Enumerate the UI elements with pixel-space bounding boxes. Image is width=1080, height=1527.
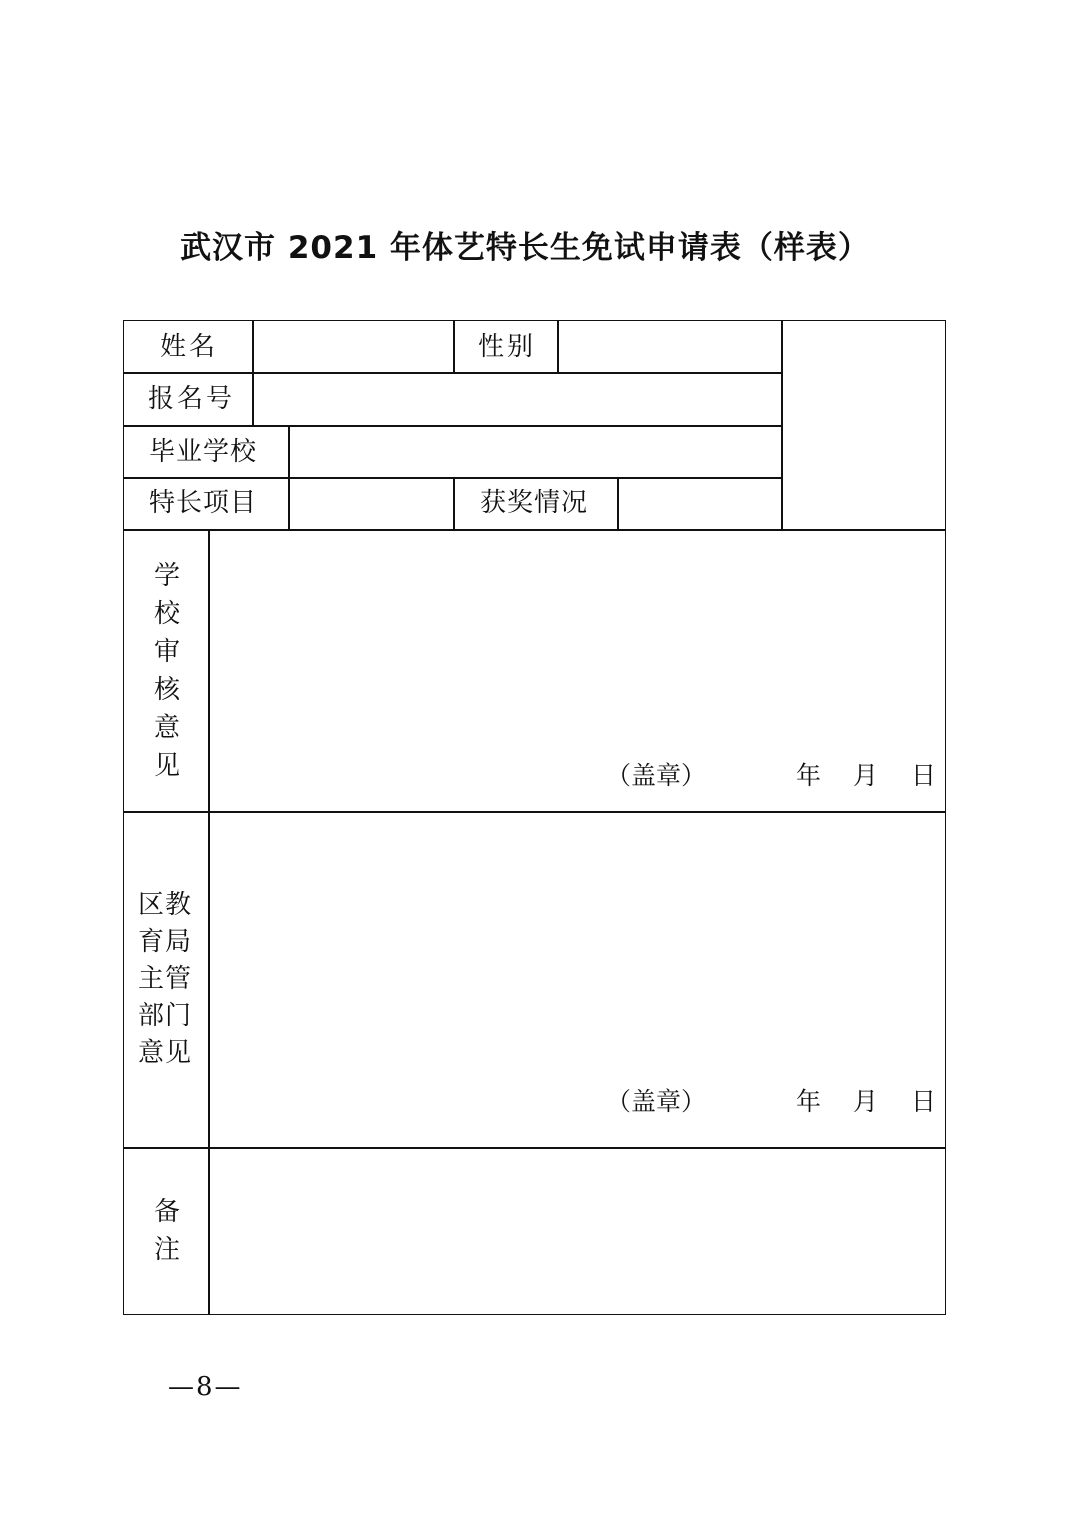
district-stamp-text: （盖章） bbox=[606, 1087, 707, 1116]
gender-field[interactable] bbox=[559, 321, 780, 372]
registration-number-label: 报名号 bbox=[148, 384, 236, 414]
photo-box[interactable] bbox=[783, 321, 945, 528]
district-day-text: 日 bbox=[911, 1087, 937, 1116]
district-month-text: 月 bbox=[853, 1087, 879, 1116]
school-field[interactable] bbox=[290, 427, 780, 477]
district-review-label: 区教 育局 主管 部门 意见 bbox=[138, 890, 193, 1068]
specialty-field[interactable] bbox=[290, 479, 452, 529]
name-field[interactable] bbox=[254, 321, 452, 372]
registration-number-field[interactable] bbox=[254, 374, 780, 425]
school-stamp-text: （盖章） bbox=[606, 761, 707, 790]
specialty-label: 特长项目 bbox=[149, 488, 258, 518]
district-year-text: 年 bbox=[796, 1087, 822, 1116]
remarks-field[interactable] bbox=[210, 1149, 945, 1314]
school-review-label: 学 校 审 核 意 见 bbox=[153, 561, 180, 781]
school-year-text: 年 bbox=[796, 761, 822, 790]
col-divider bbox=[453, 478, 455, 530]
gender-label: 性别 bbox=[478, 332, 537, 362]
school-month-text: 月 bbox=[853, 761, 879, 790]
page-number: —8— bbox=[168, 1372, 243, 1402]
form-title: 武汉市 2021 年体艺特长生免试申请表（样表） bbox=[180, 230, 870, 266]
name-label: 姓名 bbox=[160, 332, 219, 362]
col-divider bbox=[453, 321, 455, 373]
school-day-text: 日 bbox=[911, 761, 937, 790]
awards-field[interactable] bbox=[619, 479, 780, 529]
application-form bbox=[123, 320, 946, 1315]
school-label: 毕业学校 bbox=[149, 437, 258, 467]
remarks-label: 备 注 bbox=[153, 1197, 180, 1265]
awards-label: 获奖情况 bbox=[480, 488, 589, 518]
district-review-field[interactable] bbox=[210, 813, 945, 1147]
school-review-field[interactable] bbox=[210, 531, 945, 811]
